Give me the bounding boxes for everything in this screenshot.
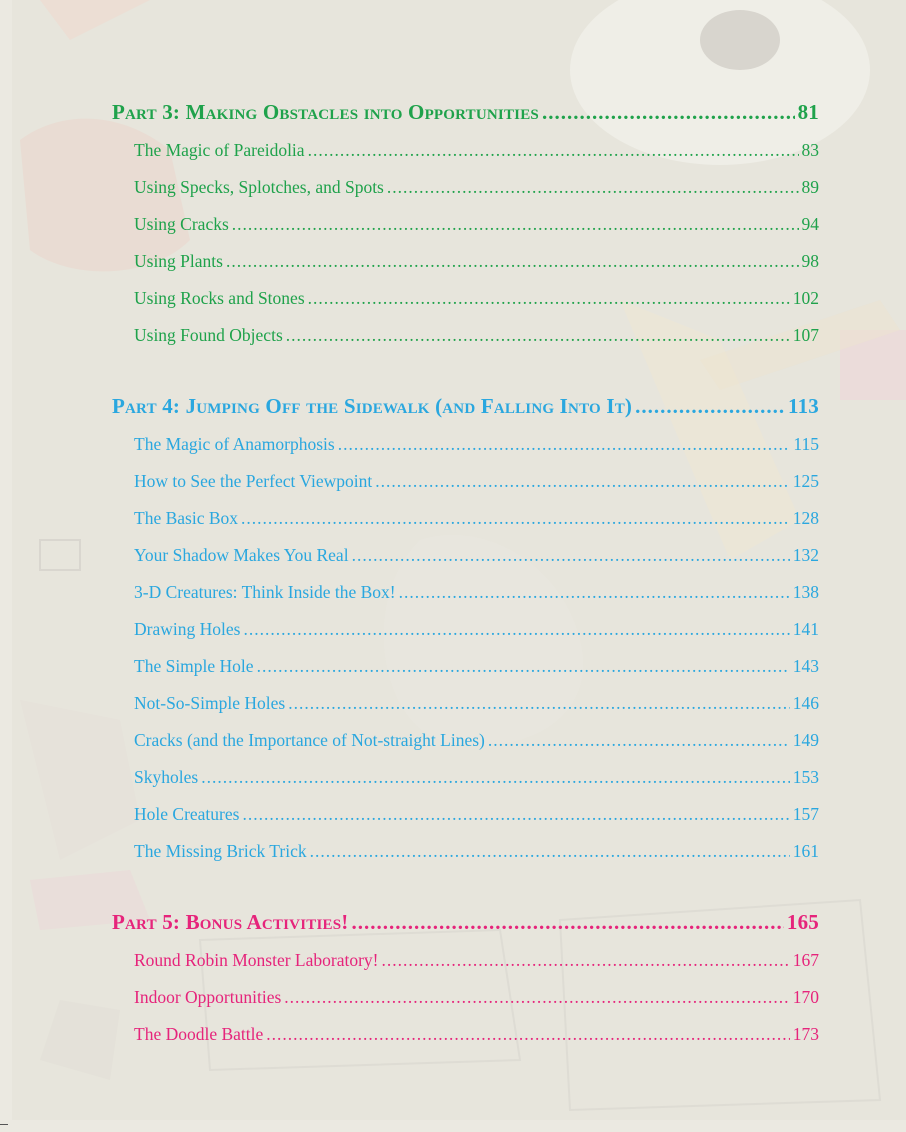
toc-entry[interactable]: [112, 841, 819, 878]
page-number: 149: [792, 730, 819, 750]
toc-entry[interactable]: [112, 177, 819, 214]
toc-entry[interactable]: [112, 693, 819, 730]
page-number: 143: [792, 656, 819, 676]
dot-leader: [352, 545, 790, 566]
page-number: 173: [792, 1024, 819, 1044]
page-number: 102: [792, 288, 819, 308]
dot-leader: [226, 251, 799, 272]
toc-entry[interactable]: [112, 471, 819, 508]
dot-leader: [351, 910, 783, 935]
entry-title: Drawing Holes: [134, 619, 241, 639]
toc-part-heading[interactable]: [112, 100, 819, 140]
toc-entry[interactable]: [112, 434, 819, 471]
entry-title: The Magic of Pareidolia: [134, 140, 305, 160]
dot-leader: [381, 950, 789, 971]
dot-leader: [308, 140, 799, 161]
dot-leader: [308, 288, 790, 309]
part-title: Part 5: Bonus Activities!: [112, 910, 349, 934]
page-number: 138: [792, 582, 819, 602]
toc-part-3: [112, 100, 819, 362]
entry-title: Your Shadow Makes You Real: [134, 545, 349, 565]
page-number: 83: [801, 140, 819, 160]
part-title: Part 4: Jumping Off the Sidewalk (and Falling Into It): [112, 394, 633, 418]
toc-entry[interactable]: [112, 545, 819, 582]
toc-entry[interactable]: [112, 140, 819, 177]
toc-entry[interactable]: [112, 325, 819, 362]
entry-title: Skyholes: [134, 767, 199, 787]
dot-leader: [201, 767, 790, 788]
toc-entry[interactable]: [112, 767, 819, 804]
page-number: 153: [792, 767, 819, 787]
entry-title: The Basic Box: [134, 508, 239, 528]
entry-title: Indoor Opportunities: [134, 987, 282, 1007]
toc-entry[interactable]: [112, 251, 819, 288]
page-number: 146: [792, 693, 819, 713]
page-number: 141: [792, 619, 819, 639]
entry-title: Cracks (and the Importance of Not-straight Lines): [134, 730, 485, 750]
toc-entry[interactable]: [112, 1024, 819, 1061]
page-number: 94: [801, 214, 819, 234]
page-number: 170: [792, 987, 819, 1007]
dot-leader: [243, 619, 789, 640]
dot-leader: [488, 730, 790, 751]
dot-leader: [338, 434, 791, 455]
dot-leader: [387, 177, 799, 198]
page-number: 167: [792, 950, 819, 970]
toc-entry[interactable]: [112, 288, 819, 325]
page-number: 98: [801, 251, 819, 271]
page-number: 115: [793, 434, 819, 454]
entry-title: Round Robin Monster Laboratory!: [134, 950, 379, 970]
dot-leader: [241, 508, 790, 529]
toc-entry[interactable]: [112, 730, 819, 767]
toc-part-heading[interactable]: [112, 394, 819, 434]
entry-title: How to See the Perfect Viewpoint: [134, 471, 373, 491]
toc-entry[interactable]: [112, 619, 819, 656]
dot-leader: [232, 214, 799, 235]
toc-part-heading[interactable]: [112, 910, 819, 950]
toc-entry[interactable]: [112, 656, 819, 693]
dot-leader: [242, 804, 789, 825]
dot-leader: [288, 693, 790, 714]
toc-entry[interactable]: [112, 804, 819, 841]
dot-leader: [375, 471, 790, 492]
page-number: 107: [792, 325, 819, 345]
toc-part-5: [112, 910, 819, 1061]
page-number: 113: [788, 394, 819, 418]
entry-title: Using Specks, Splotches, and Spots: [134, 177, 384, 197]
dot-leader: [284, 987, 789, 1008]
entry-title: The Missing Brick Trick: [134, 841, 307, 861]
page-number: 165: [786, 910, 819, 934]
dot-leader: [266, 1024, 789, 1045]
entry-title: Using Found Objects: [134, 325, 283, 345]
page-number: 89: [801, 177, 819, 197]
entry-title: Hole Creatures: [134, 804, 240, 824]
dot-leader: [286, 325, 790, 346]
entry-title: Using Cracks: [134, 214, 229, 234]
page-number: 157: [792, 804, 819, 824]
entry-title: Using Rocks and Stones: [134, 288, 305, 308]
page-number: 132: [792, 545, 819, 565]
entry-title: Using Plants: [134, 251, 223, 271]
entry-title: Not-So-Simple Holes: [134, 693, 286, 713]
part-title: Part 3: Making Obstacles into Opportunities: [112, 100, 539, 124]
toc-entry[interactable]: [112, 950, 819, 987]
toc-part-4: [112, 394, 819, 878]
page-number: 128: [792, 508, 819, 528]
page-number: 161: [792, 841, 819, 861]
dot-leader: [257, 656, 790, 677]
dot-leader: [310, 841, 790, 862]
toc-entry[interactable]: [112, 214, 819, 251]
entry-title: The Magic of Anamorphosis: [134, 434, 335, 454]
toc-entry[interactable]: [112, 987, 819, 1024]
entry-title: 3-D Creatures: Think Inside the Box!: [134, 582, 396, 602]
dot-leader: [635, 394, 785, 419]
dot-leader: [542, 100, 795, 125]
page-number: 81: [797, 100, 819, 124]
entry-title: The Simple Hole: [134, 656, 254, 676]
page-number: 125: [792, 471, 819, 491]
toc-entry[interactable]: [112, 508, 819, 545]
dot-leader: [399, 582, 790, 603]
toc-entry[interactable]: [112, 582, 819, 619]
entry-title: The Doodle Battle: [134, 1024, 264, 1044]
